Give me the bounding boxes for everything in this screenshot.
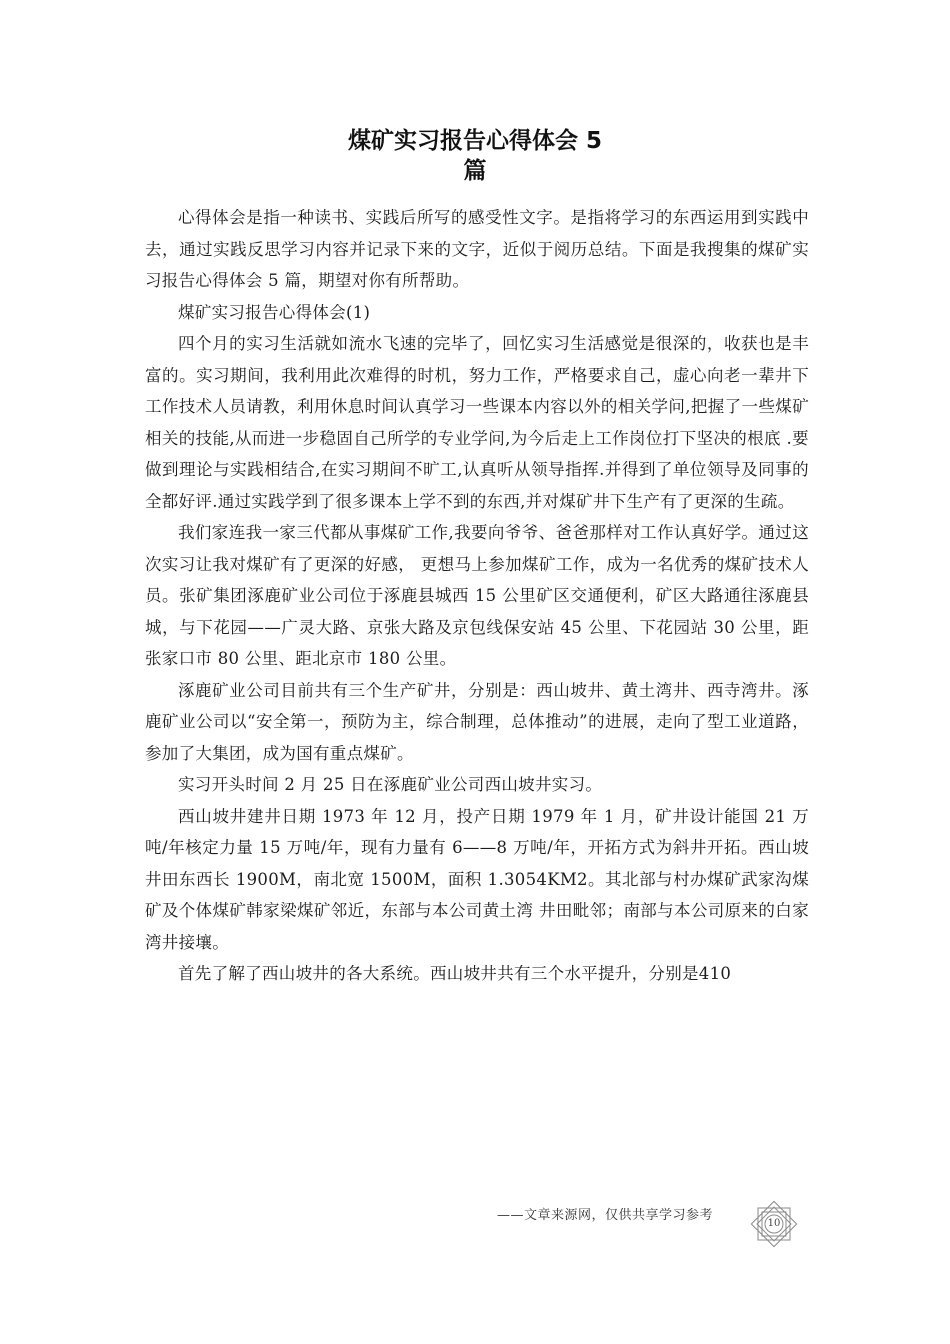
paragraph-family-background: 我们家连我一家三代都从事煤矿工作,我要向爷爷、爸爸那样对工作认真好学。通过这次实习让我对煤矿有了更深的好感， 更想马上参加煤矿工作，成为一名优秀的煤矿技术人员。张矿集团涿鹿矿业公司位于涿鹿县城西 15 公里矿区交通便利，矿区大路通往涿鹿县城，与下花园——广灵大路、京张大路及京包线保安站 45 公里、下花园站 30 公里，距张家口市 80 公里、距北京市 180 公里。 xyxy=(145,523,809,668)
paragraph-internship-summary: 四个月的实习生活就如流水飞速的完毕了，回忆实习生活感觉是很深的，收获也是丰富的。实习期间，我利用此次难得的时机，努力工作，严格要求自己，虚心向老一辈井下工作技术人员请教，利用休息时间认真学习一些课本内容以外的相关学问,把握了一些煤矿相关的技能,从而进一步稳固自己所学的专业学问,为今后走上工作岗位打下坚决的根底 .要做到理论与实践相结合,在实习期间不旷工,认真听从领导指挥.并得到了单位领导及同事的全都好评.通过实践学到了很多课本上学不到的东西,并对煤矿井下生产有了更深的生疏。 xyxy=(145,334,809,511)
page-number: 10 xyxy=(767,1218,781,1229)
document-title xyxy=(0,126,950,186)
document-body xyxy=(145,202,809,990)
paragraph-mine-systems: 首先了解了西山坡井的各大系统。西山坡井共有三个水平提升，分别是410 xyxy=(178,964,732,983)
section-heading: 煤矿实习报告心得体会(1) xyxy=(178,302,371,322)
title-line-2: 篇 xyxy=(463,158,487,184)
paragraph-start-date: 实习开头时间 2 月 25 日在涿鹿矿业公司西山坡井实习。 xyxy=(178,775,603,794)
paragraph-company-overview: 涿鹿矿业公司目前共有三个生产矿井，分别是：西山坡井、黄土湾井、西寺湾井。涿鹿矿业公司以“安全第一，预防为主，综合制理，总体推动”的进展，走向了型工业道路，参加了大集团，成为国有重点煤矿。 xyxy=(145,680,809,763)
footer-source-note: ——文章来源网，仅供共享学习参考 xyxy=(497,1208,714,1223)
paragraph-intro: 心得体会是指一种读书、实践后所写的感受性文字。是指将学习的东西运用到实践中去，通过实践反思学习内容并记录下来的文字，近似于阅历总结。下面是我搜集的煤矿实习报告心得体会 5 篇，期望对你有所帮助。 xyxy=(145,208,809,290)
paragraph-mine-details: 西山坡井建井日期 1973 年 12 月，投产日期 1979 年 1 月，矿井设计能国 21 万吨/年核定力量 15 万吨/年，现有力量有 6——8 万吨/年，开拓方式为斜井开拓。西山坡井田东西长 1900M，南北宽 1500M，面积 1.3054KM2。其北部与村办煤矿武家沟煤矿及个体煤矿韩家梁煤矿邻近，东部与本公司黄土湾 井田毗邻；南部与本公司原来的白家湾井接壤。 xyxy=(145,806,809,952)
title-line-1: 煤矿实习报告心得体会 5 xyxy=(347,128,602,154)
